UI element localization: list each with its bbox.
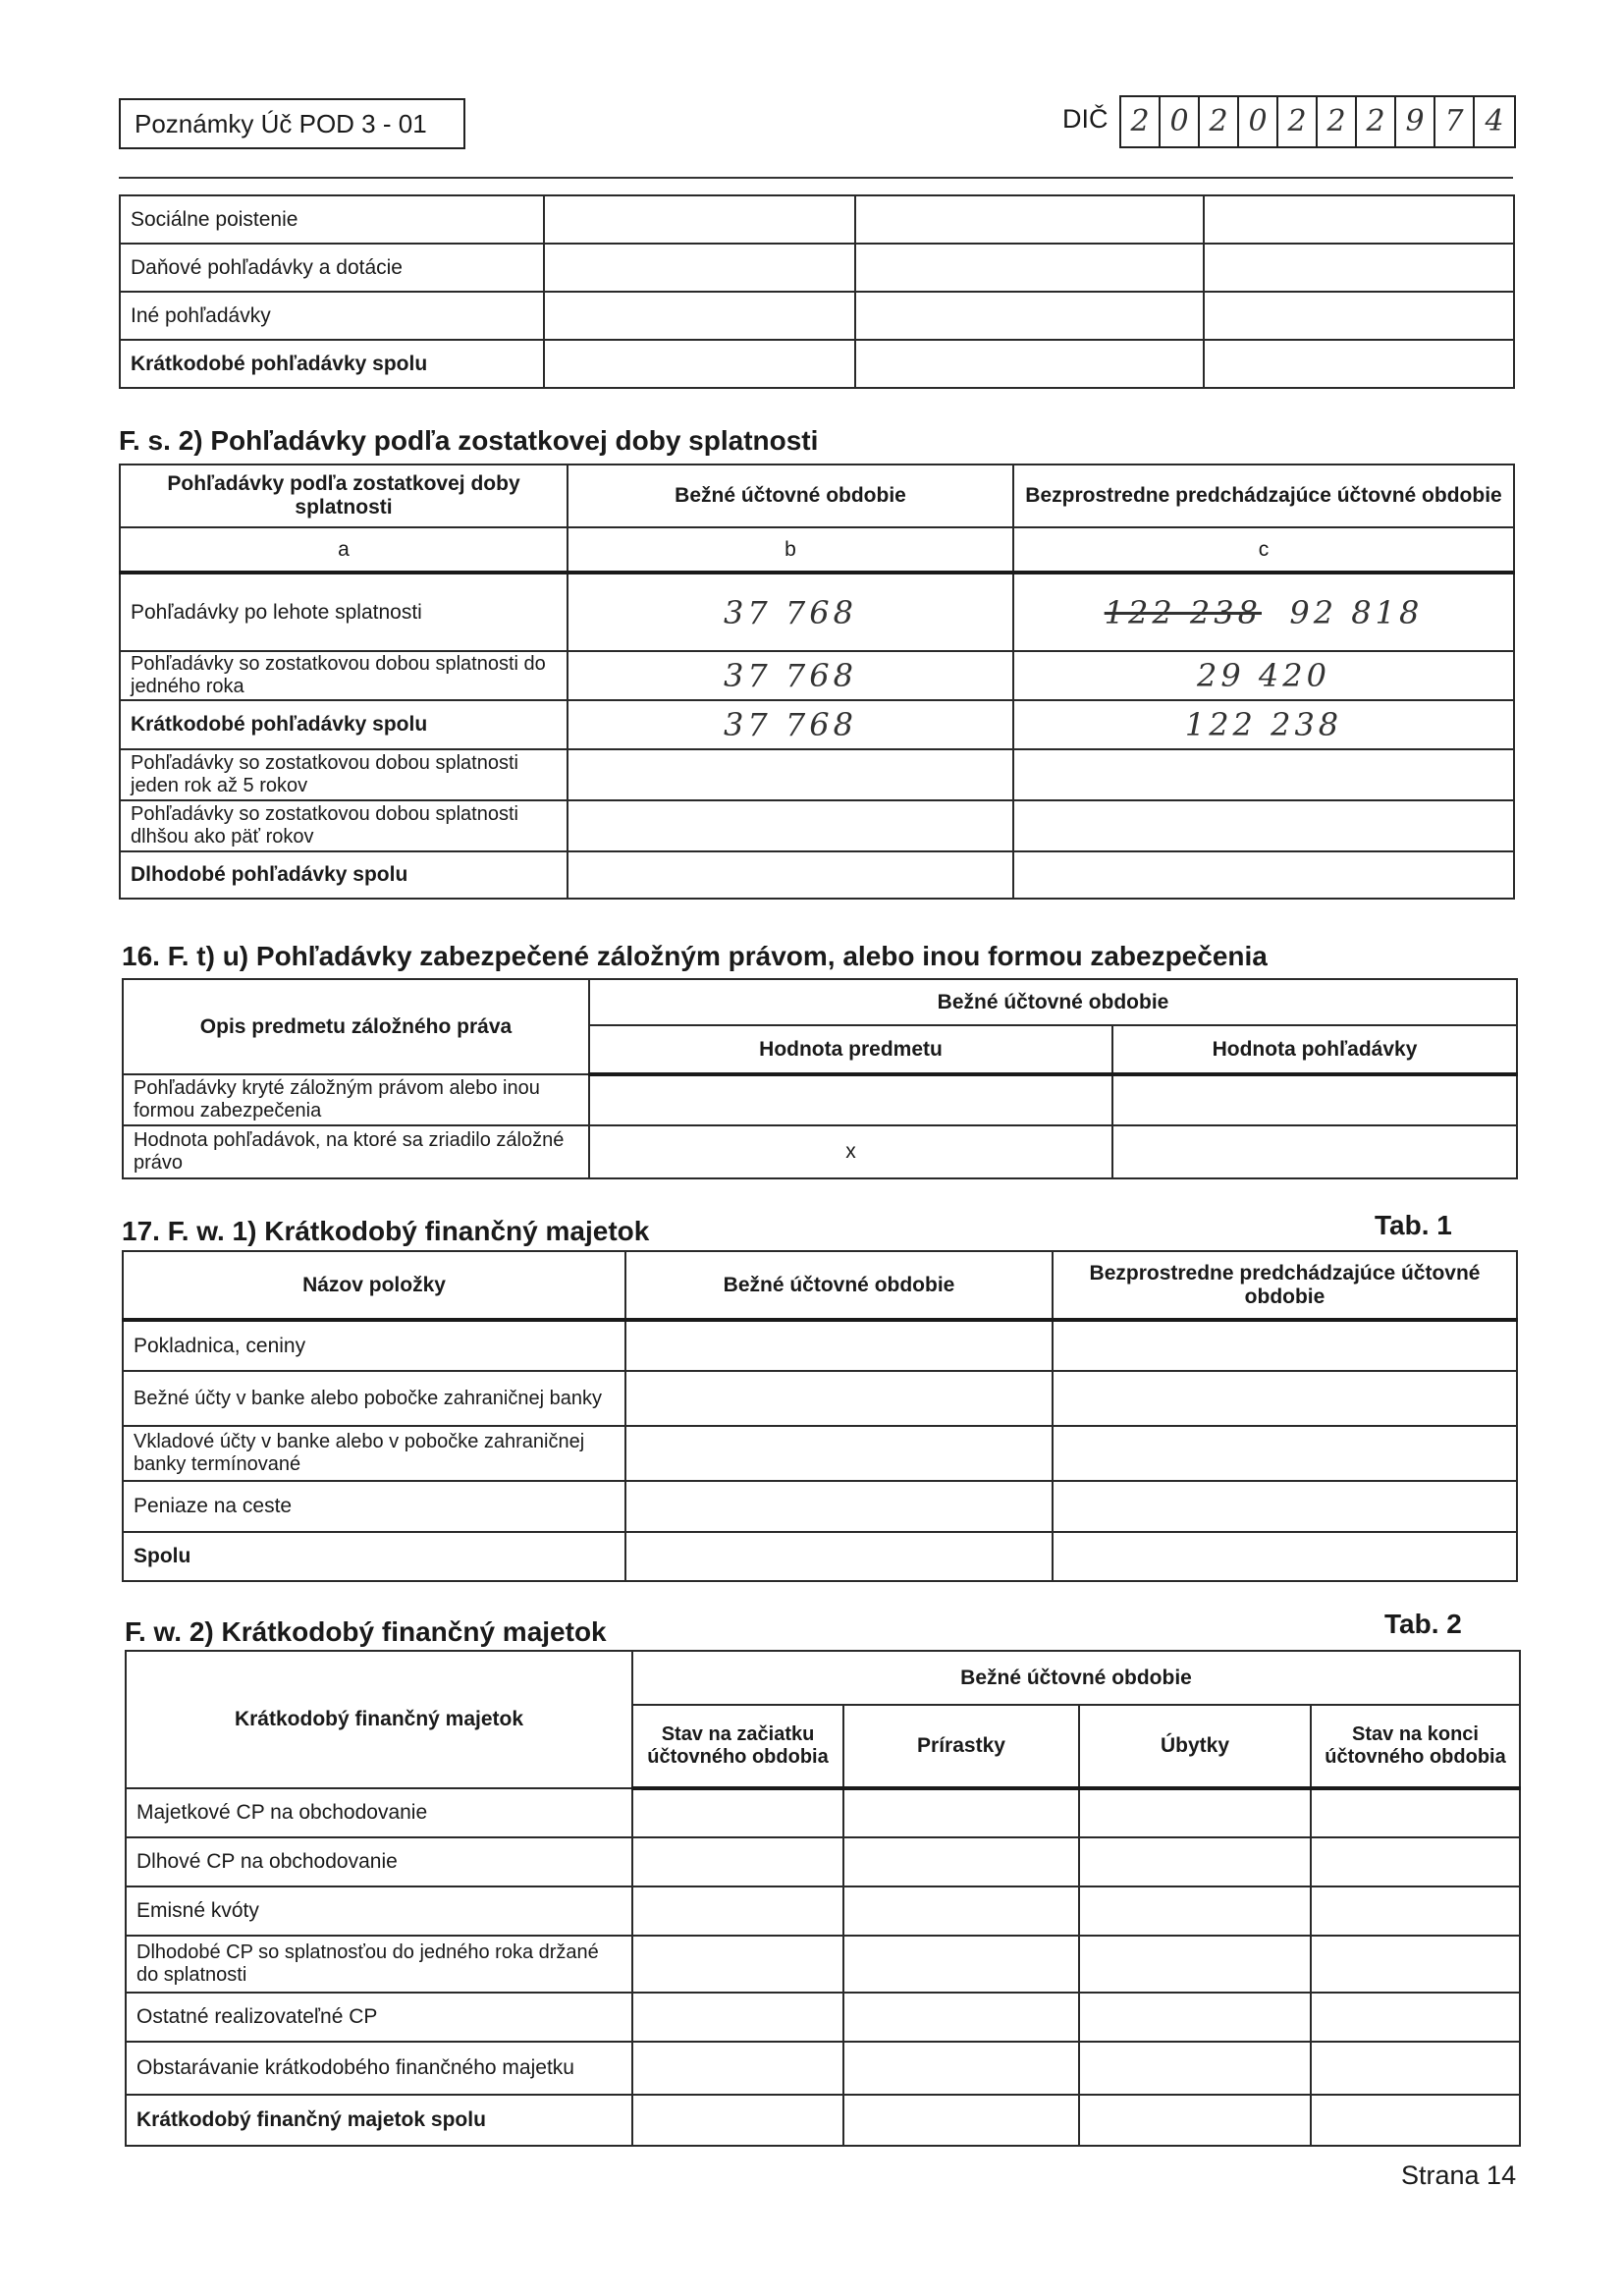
column-header: Bezprostredne predchádzajúce účtovné obdobie <box>1053 1251 1517 1320</box>
row-label: Bežné účty v banke alebo pobočke zahraničnej banky <box>123 1371 625 1426</box>
row-label: Peniaze na ceste <box>123 1481 625 1532</box>
dic-digit: 7 <box>1435 97 1475 146</box>
value-cell[interactable] <box>1112 1125 1517 1178</box>
value-cell[interactable] <box>843 1993 1079 2042</box>
table-row <box>120 651 1514 700</box>
table-row <box>126 1886 1520 1936</box>
value-cell[interactable] <box>1311 2095 1520 2146</box>
row-label: Dlhodobé CP so splatnosťou do jedného roka držané do splatnosti <box>126 1936 632 1993</box>
table-row <box>126 1936 1520 1993</box>
value-cell[interactable] <box>1079 1886 1311 1936</box>
header-divider <box>119 177 1513 179</box>
table-row <box>120 340 1514 388</box>
row-label-total: Krátkodobý finančný majetok spolu <box>126 2095 632 2146</box>
row-label: Obstarávanie krátkodobého finančného majetku <box>126 2042 632 2095</box>
table-row <box>126 2042 1520 2095</box>
value-cell[interactable] <box>1053 1532 1517 1581</box>
column-header: Bežné účtovné obdobie <box>568 465 1013 527</box>
value-cell[interactable] <box>1013 851 1514 899</box>
table-row <box>123 1074 1517 1125</box>
handwritten-value[interactable]: 37 768 <box>568 700 1013 749</box>
row-label: Ostatné realizovateľné CP <box>126 1993 632 2042</box>
table-row <box>123 1532 1517 1581</box>
table-row <box>120 292 1514 340</box>
value-cell[interactable] <box>632 1993 843 2042</box>
column-header: Prírastky <box>843 1705 1079 1788</box>
dic-digit-boxes <box>1119 95 1516 148</box>
header-row <box>120 465 1514 527</box>
table-row <box>126 1788 1520 1837</box>
value-cell[interactable] <box>1079 1788 1311 1837</box>
table-row <box>120 244 1514 292</box>
value-cell[interactable] <box>625 1320 1053 1371</box>
value-cell[interactable] <box>589 1074 1112 1125</box>
dic-digit: 0 <box>1161 97 1200 146</box>
value-cell[interactable] <box>855 195 1204 244</box>
table-row <box>120 800 1514 851</box>
tab-label: Tab. 2 <box>1384 1609 1462 1639</box>
column-header: Úbytky <box>1079 1705 1311 1788</box>
handwritten-value[interactable] <box>1013 573 1514 651</box>
table-row <box>120 700 1514 749</box>
row-label: Hodnota pohľadávok, na ktoré sa zriadilo záložné právo <box>123 1125 589 1178</box>
column-header: Opis predmetu záložného práva <box>123 979 589 1074</box>
receivables-by-maturity-table <box>119 464 1515 900</box>
column-header: Názov položky <box>123 1251 625 1320</box>
column-letter: b <box>568 527 1013 573</box>
page-form-title: Poznámky Úč POD 3 - 01 <box>119 98 465 149</box>
value-cell[interactable] <box>632 1788 843 1837</box>
dic-digit: 4 <box>1485 104 1504 138</box>
column-header: Bezprostredne predchádzajúce účtovné obdobie <box>1013 465 1514 527</box>
table-row <box>120 573 1514 651</box>
row-label: Dlhové CP na obchodovanie <box>126 1837 632 1886</box>
value-cell[interactable] <box>1079 1936 1311 1993</box>
value-cell[interactable] <box>1311 1936 1520 1993</box>
value-cell[interactable] <box>632 1886 843 1936</box>
struck-value: 122 238 <box>1104 593 1262 631</box>
value-cell[interactable]: x <box>589 1125 1112 1178</box>
value-cell[interactable] <box>544 244 855 292</box>
value-cell[interactable] <box>1079 2095 1311 2146</box>
column-header: Stav na začiatku účtovného obdobia <box>632 1705 843 1788</box>
dic-digit: 2 <box>1318 97 1357 146</box>
value-cell[interactable] <box>1311 1788 1520 1837</box>
table-row <box>126 1837 1520 1886</box>
table-row <box>120 749 1514 800</box>
value-cell[interactable] <box>1204 292 1514 340</box>
value-cell[interactable] <box>1013 749 1514 800</box>
row-label: Pohľadávky so zostatkovou dobou splatnosti do jedného roka <box>120 651 568 700</box>
header-row <box>126 1651 1520 1705</box>
row-label: Pohľadávky so zostatkovou dobou splatnosti jeden rok až 5 rokov <box>120 749 568 800</box>
row-label: Iné pohľadávky <box>120 292 544 340</box>
handwritten-value[interactable]: 37 768 <box>568 573 1013 651</box>
column-letter: a <box>120 527 568 573</box>
section-title-17: 17. F. w. 1) Krátkodobý finančný majetok <box>122 1216 650 1246</box>
row-label: Pohľadávky po lehote splatnosti <box>120 573 568 651</box>
section-title-fs2: F. s. 2) Pohľadávky podľa zostatkovej doby splatnosti <box>119 425 819 456</box>
value-cell[interactable] <box>1079 1993 1311 2042</box>
row-label: Pohľadávky kryté záložným právom alebo inou formou zabezpečenia <box>123 1074 589 1125</box>
value-cell[interactable] <box>1053 1426 1517 1481</box>
header-row <box>123 979 1517 1025</box>
value-cell[interactable] <box>544 340 855 388</box>
value-cell[interactable] <box>855 292 1204 340</box>
dic-digit: 0 <box>1239 97 1278 146</box>
value-cell[interactable] <box>843 1788 1079 1837</box>
dic-digit: 2 <box>1200 97 1239 146</box>
row-label: Sociálne poistenie <box>120 195 544 244</box>
table-row <box>123 1426 1517 1481</box>
value-cell[interactable] <box>625 1371 1053 1426</box>
page-number: Strana 14 <box>1401 2160 1517 2190</box>
column-header: Hodnota pohľadávky <box>1112 1025 1517 1074</box>
value-cell[interactable] <box>1311 2042 1520 2095</box>
value-cell[interactable] <box>1053 1320 1517 1371</box>
table-row <box>126 2095 1520 2146</box>
header-row <box>123 1251 1517 1320</box>
corrected-value: 92 818 <box>1289 593 1424 631</box>
value-cell[interactable] <box>632 2095 843 2146</box>
value-cell[interactable] <box>1204 195 1514 244</box>
row-label-total: Krátkodobé pohľadávky spolu <box>120 340 544 388</box>
value-cell[interactable] <box>544 292 855 340</box>
group-header: Bežné účtovné obdobie <box>589 979 1517 1025</box>
value-cell[interactable] <box>855 340 1204 388</box>
value-cell[interactable] <box>1112 1074 1517 1125</box>
row-label-total: Krátkodobé pohľadávky spolu <box>120 700 568 749</box>
value-cell[interactable] <box>632 1837 843 1886</box>
group-header: Bežné účtovné obdobie <box>632 1651 1520 1705</box>
row-label: Vkladové účty v banke alebo v pobočke zahraničnej banky termínované <box>123 1426 625 1481</box>
table-row <box>120 195 1514 244</box>
column-letter: c <box>1013 527 1514 573</box>
value-cell[interactable] <box>1079 2042 1311 2095</box>
value-cell[interactable] <box>568 851 1013 899</box>
value-cell[interactable] <box>1053 1481 1517 1532</box>
value-cell[interactable] <box>544 195 855 244</box>
section-title-fw2: F. w. 2) Krátkodobý finančný majetok <box>125 1616 607 1647</box>
column-header: Hodnota predmetu <box>589 1025 1112 1074</box>
handwritten-value[interactable]: 122 238 <box>1013 700 1514 749</box>
value-cell[interactable] <box>625 1532 1053 1581</box>
value-cell[interactable] <box>632 2042 843 2095</box>
value-cell[interactable] <box>843 2042 1079 2095</box>
value-cell[interactable] <box>843 1936 1079 1993</box>
row-label: Daňové pohľadávky a dotácie <box>120 244 544 292</box>
table-row <box>120 851 1514 899</box>
value-cell[interactable] <box>1079 1837 1311 1886</box>
row-label: Pokladnica, ceniny <box>123 1320 625 1371</box>
value-cell[interactable] <box>1204 244 1514 292</box>
table-row <box>123 1481 1517 1532</box>
secured-receivables-table <box>122 978 1518 1179</box>
value-cell[interactable] <box>843 1886 1079 1936</box>
value-cell[interactable] <box>568 749 1013 800</box>
column-header: Pohľadávky podľa zostatkovej doby splatnosti <box>120 465 568 527</box>
handwritten-value[interactable]: 29 420 <box>1013 651 1514 700</box>
column-header: Bežné účtovné obdobie <box>625 1251 1053 1320</box>
value-cell[interactable] <box>843 1837 1079 1886</box>
value-cell[interactable] <box>632 1936 843 1993</box>
value-cell[interactable] <box>843 2095 1079 2146</box>
row-label: Emisné kvóty <box>126 1886 632 1936</box>
value-cell[interactable] <box>1311 1993 1520 2042</box>
row-label: Majetkové CP na obchodovanie <box>126 1788 632 1837</box>
value-cell[interactable] <box>1013 800 1514 851</box>
table-row <box>123 1125 1517 1178</box>
tab-label: Tab. 1 <box>1375 1210 1452 1240</box>
value-cell[interactable] <box>855 244 1204 292</box>
row-label-total: Spolu <box>123 1532 625 1581</box>
dic-digit: 2 <box>1278 97 1318 146</box>
value-cell[interactable] <box>1311 1837 1520 1886</box>
section-title-16: 16. F. t) u) Pohľadávky zabezpečené záložným právom, alebo inou formou zabezpečenia <box>122 941 1268 971</box>
table-row <box>123 1371 1517 1426</box>
letter-row <box>120 527 1514 573</box>
dic-digit: 9 <box>1396 97 1435 146</box>
dic-digit: 2 <box>1121 97 1161 146</box>
table-row <box>126 1993 1520 2042</box>
dic-label: DIČ <box>1062 104 1109 134</box>
value-cell[interactable] <box>625 1481 1053 1532</box>
short-term-financial-assets-table-2 <box>125 1650 1521 2147</box>
row-label: Pohľadávky so zostatkovou dobou splatnosti dlhšou ako päť rokov <box>120 800 568 851</box>
short-term-financial-assets-table-1 <box>122 1250 1518 1582</box>
value-cell[interactable] <box>568 800 1013 851</box>
column-header: Krátkodobý finančný majetok <box>126 1651 632 1788</box>
column-header: Stav na konci účtovného obdobia <box>1311 1705 1520 1788</box>
table-row <box>123 1320 1517 1371</box>
value-cell[interactable] <box>1204 340 1514 388</box>
receivables-table-top <box>119 194 1515 389</box>
row-label-total: Dlhodobé pohľadávky spolu <box>120 851 568 899</box>
value-cell[interactable] <box>625 1426 1053 1481</box>
handwritten-value[interactable]: 37 768 <box>568 651 1013 700</box>
value-cell[interactable] <box>1053 1371 1517 1426</box>
dic-digit: 2 <box>1357 97 1396 146</box>
value-cell[interactable] <box>1311 1886 1520 1936</box>
